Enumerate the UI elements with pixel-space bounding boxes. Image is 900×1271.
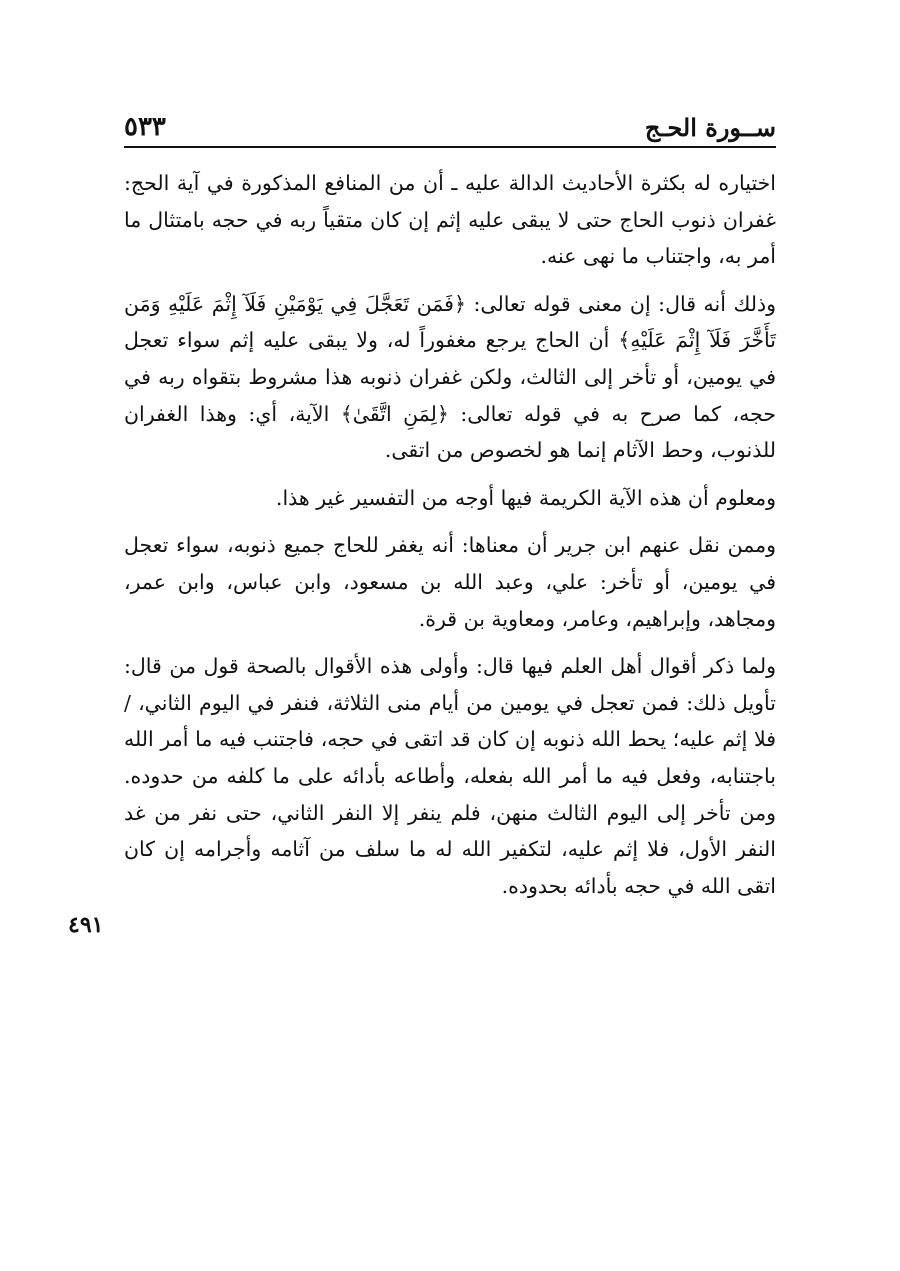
paragraph-1: اختياره له بكثرة الأحاديث الدالة عليه ـ أن من المنافع المذكورة في آية الحج: غفران ذنوب الحاج حتى لا يبقى عليه إثم إن كان متقياً ربه في حجه بامتثال ما أمر به، واجتناب ما نهى عنه. [124,171,776,269]
page-number: ٥٣٣ [124,112,166,142]
paragraph-4: وممن نقل عنهم ابن جرير أن معناها: أنه يغفر للحاج جميع ذنوبه، سواء تعجل في يومين، أو تأخر: علي، وعبد الله بن مسعود، وابن عباس، وابن عمر، ومجاهد، وإبراهيم، وعامر، ومعاوية بن قرة. [124,533,776,631]
quran-verse-1: ﴿فَمَن تَعَجَّلَ فِي يَوْمَيْنِ فَلَآ إِثْمَ عَلَيْهِ وَمَن تَأَخَّرَ فَلَآ إِثْمَ عَلَيْهِ﴾ [124,291,776,353]
running-header [124,102,776,148]
paragraph-2-text-c: الآية، أي: وهذا الغفران للذنوب، وحط الآثام إنما هو لخصوص من اتقى. [124,401,776,463]
paragraph-2 [124,286,776,469]
paragraph-3: ومعلوم أن هذه الآية الكريمة فيها أوجه من التفسير غير هذا. [275,485,776,510]
surah-title: ســورة الحـج [644,113,776,142]
paragraph-2-text-b: أن الحاج يرجع مغفوراً له، ولا يبقى عليه إثم سواء تعجل في يومين، أو تأخر إلى الثالث، ولكن غفران ذنوبه هذا مشروط بتقواه ربه في حجه، كما صرح به في قوله تعالى: [124,328,776,426]
quran-verse-2: ﴿لِمَنِ اتَّقَىٰ﴾ [340,401,449,426]
paragraph-5: ولما ذكر أقوال أهل العلم فيها قال: وأولى هذه الأقوال بالصحة قول من قال: تأويل ذلك: فمن تعجل في يومين من أيام منى الثلاثة، فنفر في اليوم الثاني، / فلا إثم عليه؛ يحط الله ذنوبه إن كان قد اتقى في حجه، فاجتنب فيه ما أمر الله باجتنابه، وفعل فيه ما أمر الله بفعله، وأطاعه بأدائه على ما كلفه من حدوده. ومن تأخر إلى اليوم الثالث منهن، فلم ينفر إلا النفر الثاني، حتى نفر من غد النفر الأول، فلا إثم عليه، لتكفير الله له ما سلف من آثامه وأجرامه إن كان اتقى الله في حجه بأدائه بحدوده. [124,654,776,898]
paragraph-2-text-a: وذلك أنه قال: إن معنى قوله تعالى: [465,291,776,316]
margin-page-reference: ٤٩١ [68,912,104,938]
body-text [124,165,776,904]
